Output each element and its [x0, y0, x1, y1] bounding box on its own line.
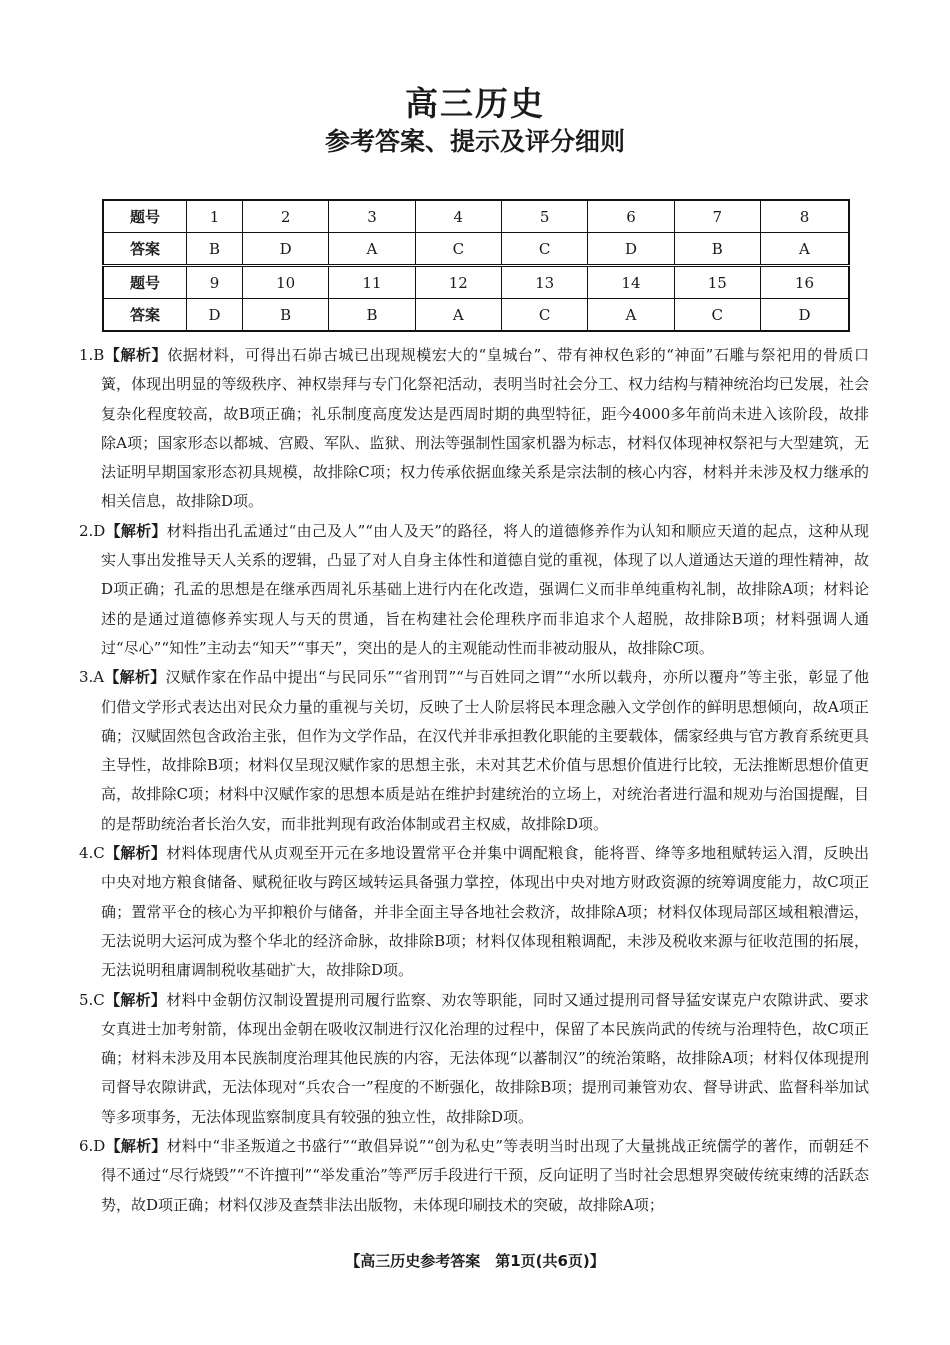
explanation-text: 材料中“非圣叛道之书盛行”“敢倡异说”“创为私史”等表明当时出现了大量挑战正统儒学的著作，而朝廷不得不通过“尽行烧毁”“不许擅刊”“举发重治”等严厉手段进行干预，反向证明了当时社会思想界突破传统束缚的活跃态势，故D项正确；材料仅涉及查禁非法出版物，未体现印刷技术的突破，故排除A项； [101, 1137, 869, 1214]
answer-cell: B [674, 233, 760, 266]
question-number-header: 题号 [103, 266, 187, 299]
answer-cell: B [242, 299, 328, 332]
answer-cell: A [329, 233, 415, 266]
answer-cell: A [415, 299, 501, 332]
question-number-cell: 16 [760, 266, 849, 299]
analysis-tag: 【解析】 [104, 844, 167, 863]
explanation-text: 材料中金朝仿汉制设置提刑司履行监察、劝农等职能，同时又通过提刑司督导猛安谋克户农隙讲武、要求女真进士加考射箭，体现出金朝在吸收汉制进行汉化治理的过程中，保留了本民族尚武的传统与治理特色，故C项正确；材料未涉及用本民族制度治理其他民族的内容，无法体现“以蕃制汉”的统治策略，故排除A项；材料仅体现提刑司督导农隙讲武，无法体现对“兵农合一”程度的不断强化，故排除B项；提刑司兼管劝农、督导讲武、监督科举加试等多项事务，无法体现监察制度具有较强的独立性，故排除D项。 [101, 990, 869, 1126]
answer-table [102, 199, 850, 332]
answer-cell: B [187, 233, 243, 266]
analysis-tag: 【解析】 [104, 668, 166, 687]
table-row [103, 233, 849, 266]
answer-cell: C [501, 233, 587, 266]
page-title: 高三历史 [405, 84, 545, 123]
analysis-tag: 【解析】 [104, 346, 168, 364]
explanation-text: 材料指出孔孟通过“由己及人”“由人及天”的路径，将人的道德修养作为认知和顺应天道的起点，这种从现实人事出发推导天人关系的逻辑，凸显了对人自身主体性和道德自觉的重视，体现了以人道通达天道的理性精神，故D项正确；孔孟的思想是在继承西周礼乐基础上进行内在化改造，强调仁义而非单纯重构礼制，故排除A项；材料论述的是通过道德修养实现人与天的贯通，旨在构建社会伦理秩序而非追求个人超脱，故排除B项；材料强调人通过“尽心”“知性”主动去“知天”“事天”，突出的是人的主观能动性而非被动服从，故排除C项。 [101, 521, 869, 657]
question-answer-label: 2.D [79, 521, 106, 540]
answer-cell: C [674, 299, 760, 332]
explanation-item [79, 839, 869, 985]
question-number-cell: 9 [187, 266, 243, 299]
question-number-cell: 4 [415, 200, 501, 233]
question-number-cell: 2 [242, 200, 328, 233]
question-number-cell: 10 [242, 266, 328, 299]
answer-cell: D [588, 233, 674, 266]
table-row [103, 200, 849, 233]
analysis-tag: 【解析】 [105, 521, 167, 540]
page-footer: 【高三历史参考答案 第1页(共6页)】 [345, 1252, 605, 1270]
explanation-text: 依据材料，可得出石峁古城已出现规模宏大的“皇城台”、带有神权色彩的“神面”石雕与祭祀用的骨质口簧，体现出明显的等级秩序、神权崇拜与专门化祭祀活动，表明当时社会分工、权力结构与精神统治均已发展，社会复杂化程度较高，故B项正确；礼乐制度高度发达是西周时期的典型特征，距今4000多年前尚未进入该阶段，故排除A项；国家形态以都城、宫殿、军队、监狱、刑法等强制性国家机器为标志，材料仅体现神权祭祀与大型建筑，无法证明早期国家形态初具规模，故排除C项；权力传承依据血缘关系是宗法制的核心内容，材料并未涉及权力继承的相关信息，故排除D项。 [101, 346, 869, 511]
question-number-cell: 15 [674, 266, 760, 299]
question-number-cell: 14 [588, 266, 674, 299]
analysis-tag: 【解析】 [105, 1137, 167, 1156]
question-answer-label: 4.C [79, 844, 105, 863]
question-number-cell: 3 [329, 200, 415, 233]
question-number-cell: 12 [415, 266, 501, 299]
answer-cell: D [242, 233, 328, 266]
explanation-text: 材料体现唐代从贞观至开元在多地设置常平仓并集中调配粮食，能将晋、绛等多地租赋转运入渭，反映出中央对地方粮食储备、赋税征收与跨区域转运具备强力掌控，体现出中央对地方财政资源的统筹调度能力，故C项正确；置常平仓的核心为平抑粮价与储备，并非全面主导各地社会救济，故排除A项；材料仅体现局部区域租粮漕运，无法说明大运河成为整个华北的经济命脉，故排除B项；材料仅体现租粮调配，未涉及税收来源与征收范围的拓展，无法说明租庸调制税收基础扩大，故排除D项。 [101, 844, 869, 980]
answer-cell: B [329, 299, 415, 332]
explanation-item [79, 1132, 869, 1220]
answer-cell: C [501, 299, 587, 332]
question-number-header: 题号 [103, 200, 187, 233]
question-number-cell: 1 [187, 200, 243, 233]
question-answer-label: 6.D [79, 1137, 106, 1156]
answer-cell: A [588, 299, 674, 332]
answer-cell: D [760, 299, 849, 332]
answer-cell: D [187, 299, 243, 332]
answer-cell: C [415, 233, 501, 266]
analysis-tag: 【解析】 [104, 990, 167, 1009]
question-number-cell: 11 [329, 266, 415, 299]
question-number-cell: 8 [760, 200, 849, 233]
question-answer-label: 1.B [79, 346, 105, 364]
page-subtitle: 参考答案、提示及评分细则 [324, 127, 625, 156]
table-row [103, 266, 849, 299]
question-number-cell: 7 [674, 200, 760, 233]
explanation-item [79, 341, 869, 517]
question-number-cell: 6 [588, 200, 674, 233]
question-answer-label: 3.A [79, 668, 105, 687]
explanation-item [79, 986, 869, 1132]
explanation-item [79, 663, 869, 839]
answer-header: 答案 [103, 299, 187, 332]
table-row [103, 299, 849, 332]
explanation-text: 汉赋作家在作品中提出“与民同乐”“省刑罚”“与百姓同之谓”“水所以载舟，亦所以覆舟”等主张，彰显了他们借文学形式表达出对民众力量的重视与关切，反映了士人阶层将民本理念融入文学创作的鲜明思想倾向，故A项正确；汉赋固然包含政治主张，但作为文学作品，在汉代并非承担教化职能的主要载体，儒家经典与官方教育系统更具主导性，故排除B项；材料仅呈现汉赋作家的思想主张，未对其艺术价值与思想价值进行比较，无法推断思想价值更高，故排除C项；材料中汉赋作家的思想本质是站在维护封建统治的立场上，对统治者进行温和规劝与治国提醒，目的是帮助统治者长治久安，而非批判现有政治体制或君主权威，故排除D项。 [101, 668, 869, 833]
answer-header: 答案 [103, 233, 187, 266]
question-number-cell: 5 [501, 200, 587, 233]
explanations [79, 341, 869, 1220]
question-number-cell: 13 [501, 266, 587, 299]
answer-cell: A [760, 233, 849, 266]
explanation-item [79, 517, 869, 663]
question-answer-label: 5.C [79, 990, 105, 1009]
